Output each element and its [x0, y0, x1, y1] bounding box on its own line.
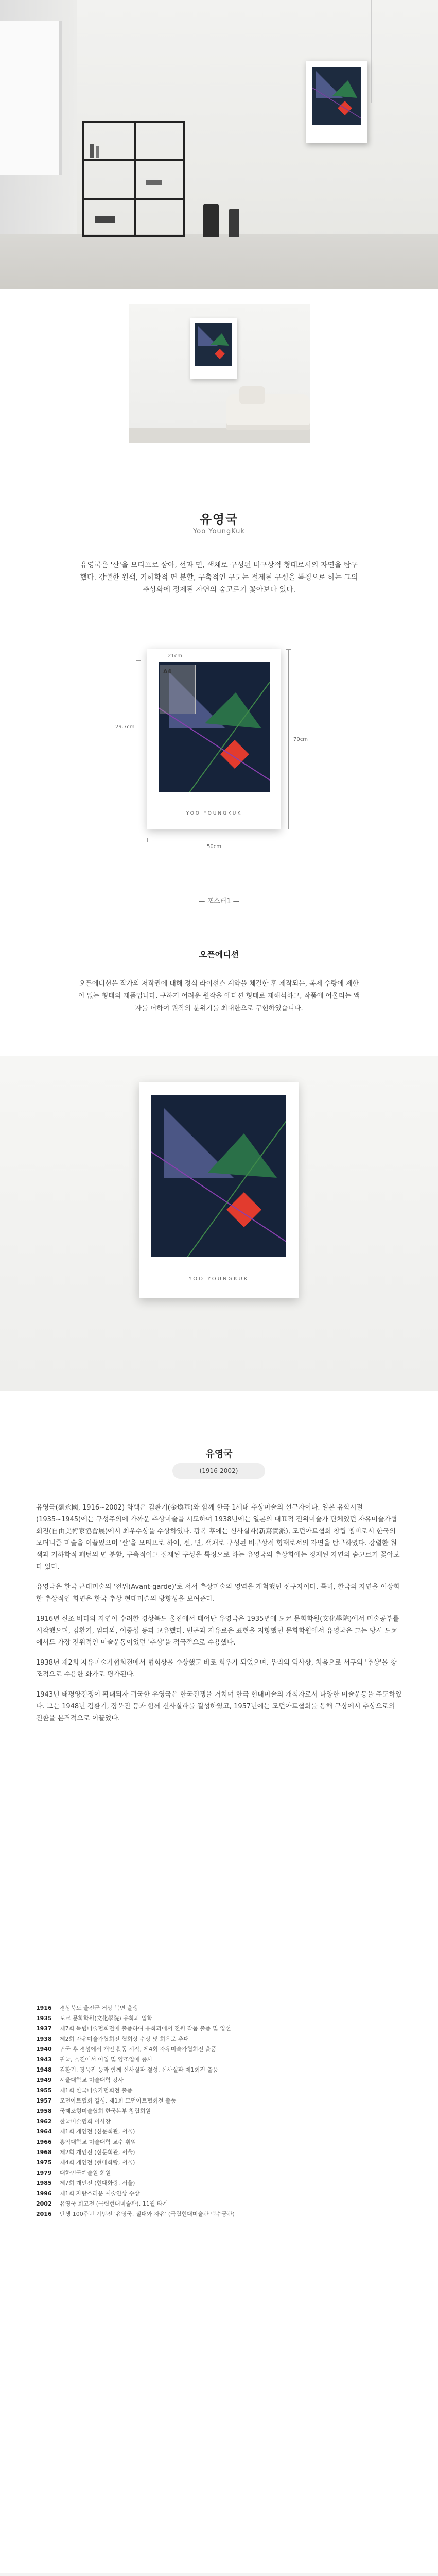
width-a4-label: 21cm	[168, 653, 182, 659]
bio-name: 유영국	[205, 1449, 233, 1460]
chronology-row	[36, 2117, 402, 2126]
chronology-row	[36, 2097, 402, 2105]
chronology-text: 제2회 개인전 (신문회관, 서울)	[60, 2149, 135, 2156]
window	[0, 21, 62, 175]
chronology-year: 1979	[36, 2170, 52, 2176]
chronology-year: 1966	[36, 2139, 52, 2145]
sofa-room-image	[129, 304, 310, 443]
chronology-year: 1937	[36, 2025, 52, 2032]
poster-label: — 포스터1 —	[198, 897, 240, 905]
chronology-text: 모던아트협회 결성, 제1회 모던아트협회전 출품	[60, 2097, 177, 2104]
chronology-text: 김환기, 장욱진 등과 함께 신사실파 결성, 신사실파 제1회전 출품	[60, 2066, 218, 2073]
chronology-year: 1916	[36, 2005, 52, 2011]
chronology-row	[36, 2190, 402, 2198]
width-total-label: 50cm	[207, 844, 221, 850]
lamp	[371, 0, 372, 103]
artwork-caption: YOO YOUNGKUK	[186, 811, 242, 816]
chronology-year: 1949	[36, 2077, 52, 2083]
bio-paragraph: 1938년 제2회 자유미술가협회전에서 협회상을 수상했고 바로 회우가 되었으며, 우리의 역사상, 처음으로 서구의 '추상'을 창조적으로 수용한 화가로 평가된다.	[36, 1659, 397, 1679]
chronology-row	[36, 2128, 402, 2136]
edition-description: 오픈에디션은 작가의 저작권에 대해 정식 라이선스 계약을 체결한 후 제작되는, 복제 수량에 제한이 없는 형태의 제품입니다. 구하기 어려운 원작을 에디션 형태로 재해석하고, 작품에 어울리는 액자를 더하여 원작의 분위기를 최대한으로 구현하였습니다.	[78, 980, 360, 1012]
chronology-text: 제1회 자랑스러운 예술인상 수상	[60, 2190, 140, 2197]
chronology-row	[36, 2014, 402, 2023]
size-spec-diagram	[115, 634, 324, 876]
chronology-year: 1957	[36, 2097, 52, 2104]
artwork-caption: YOO YOUNGKUK	[188, 1276, 249, 1282]
bio-body	[36, 1502, 402, 1733]
bio-paragraph: 유영국(劉永國, 1916~2002) 화백은 김환기(金煥基)와 함께 한국 1세대 추상미술의 선구자이다. 일본 유학시절(1935~1945)에는 구성주의에 가까운 추상미술을 시도하며 1938년에는 일본의 대표적 전위미술가 단체였던 자유미술가협회전(自由美術家協會展)에서 최우수상을 수상하였다. 광복 후에는 신사실파(新寫實派), 모던아트협회 창립 멤버로서 한국의 모더니즘 미술을 이끌었으며 '산'을 모티프로 하여, 선, 면, 색채로 구성된 비구상적 형태로서의 자연을 탐구하였다. 강렬한 원색과 기하학적 패턴의 면 분할, 구축적이고 절제된 구성을 특징으로 하는 유영국의 추상화에는 정제된 자연의 숨고르기 꽃아보다 있다.	[36, 1504, 400, 1571]
chronology-text: 홍익대학교 미술대학 교수 취임	[60, 2139, 136, 2145]
bio-paragraph: 1916년 신조 바다와 자연이 수려한 경상북도 울진에서 태어난 유영국은 1935년에 도쿄 문화학원(文化學院)에서 미술공부를 시작했으며, 김환기, 임파와, 이중섭 등과 교유했다. 빈곤과 자유로운 표현을 지향했던 문화학원에서 유영국은 그는 당시 도쿄에서도 가장 전위적인 미술운동이었던 '추상'을 적극적으로 수용했다.	[36, 1615, 399, 1647]
chronology-row	[36, 2087, 402, 2095]
artist-intro: 유영국은 '산'을 모티프로 삼아, 선과 면, 색채로 구성된 비구상적 형태로서의 자연을 탐구했다. 강렬한 원색, 기하학적 면 분할, 구축적인 구도는 절제된 구성을 특징으로 하는 그의 추상화에 정제된 자연의 숨고르기 꽃아보다 있다.	[80, 561, 358, 594]
chronology-year: 1948	[36, 2066, 52, 2073]
chronology-text: 제7회 독립미술협회전에 출품하여 유화과에서 전원 작품 출품 및 입선	[60, 2025, 231, 2032]
artist-name: 유영국	[199, 512, 239, 527]
chronology-year: 1935	[36, 2015, 52, 2022]
chronology-text: 제1회 개인전 (신문회관, 서울)	[60, 2128, 135, 2135]
chronology-year: 1968	[36, 2149, 52, 2156]
chronology-text: 탄생 100주년 기념전 '유영국, 절대와 자유' (국립현대미술관 덕수궁관)	[60, 2211, 235, 2217]
artwork-abstract	[312, 67, 361, 125]
bio-years-badge: (1916-2002)	[172, 1463, 265, 1479]
chronology-row	[36, 2169, 402, 2177]
chronology-text: 한국미술협회 이사장	[60, 2118, 111, 2125]
chronology-year: 1985	[36, 2180, 52, 2187]
chronology-row	[36, 2004, 402, 2012]
chronology-year: 1955	[36, 2087, 52, 2094]
chronology-year: 1940	[36, 2046, 52, 2053]
chronology-row	[36, 2200, 402, 2208]
chronology-text: 귀국, 울진에서 어업 및 양조업에 종사	[60, 2056, 153, 2063]
chronology-text: 국제조형미술협회 한국본부 창립회원	[60, 2108, 151, 2114]
chronology-year: 1964	[36, 2128, 52, 2135]
chronology-text: 대한민국예술원 회원	[60, 2170, 111, 2176]
framed-artwork	[139, 1082, 299, 1298]
hero-room-image	[0, 0, 438, 289]
artist-name-english: Yoo YoungKuk	[193, 528, 245, 535]
chronology-text: 제7회 개인전 (현대화랑, 서울)	[60, 2180, 135, 2187]
chronology-text: 제2회 자유미술가협회전 협회상 수상 및 회우로 추대	[60, 2036, 189, 2042]
bio-paragraph: 유영국은 한국 근대미술의 '전위(Avant-garde)'로 서서 추상미술의 영역을 개척했던 선구자이다. 특히, 한국의 자연을 이상화한 추상적인 화면은 한국 추상 현대미술의 방향성을 보여준다.	[36, 1583, 400, 1603]
chronology-row	[36, 2179, 402, 2188]
chronology-year: 1975	[36, 2159, 52, 2166]
artwork-abstract	[151, 1095, 286, 1257]
chronology-row	[36, 2066, 402, 2074]
chronology-row	[36, 2210, 402, 2218]
chronology-text: 제1회 한국미술가협회전 출품	[60, 2087, 133, 2094]
chronology-year: 1962	[36, 2118, 52, 2125]
chronology-text: 도쿄 문화학원(文化學院) 유화과 입학	[60, 2015, 152, 2022]
edition-title: 오픈에디션	[199, 950, 239, 959]
floor	[0, 234, 438, 289]
chronology-year: 1958	[36, 2108, 52, 2114]
framed-artwork	[190, 318, 237, 379]
chronology-text: 서울대학교 미술대학 강사	[60, 2077, 124, 2083]
chronology-row	[36, 2025, 402, 2033]
height-total-label: 70cm	[293, 737, 308, 742]
chronology-year: 2016	[36, 2211, 52, 2217]
chronology-row	[36, 2159, 402, 2167]
framed-artwork-display	[0, 1056, 438, 1391]
stool	[229, 209, 239, 237]
chronology-row	[36, 2076, 402, 2084]
a4-label: A4	[163, 668, 172, 675]
chronology-row	[36, 2148, 402, 2157]
chronology-text: 유영국 회고전 (국립현대미술관), 11월 타계	[60, 2200, 168, 2207]
rental-process-section	[0, 2573, 438, 2576]
chronology-row	[36, 2056, 402, 2064]
stool	[203, 204, 219, 237]
framed-artwork	[306, 61, 367, 143]
chronology-text: 귀국 후 경성에서 개인 활동 시작, 제4회 자유미술가협회전 출품	[60, 2046, 217, 2053]
chronology-text: 경상북도 울진군 거상 북면 출생	[60, 2005, 138, 2011]
chronology-year: 1938	[36, 2036, 52, 2042]
chronology-row	[36, 2035, 402, 2043]
chronology-year: 2002	[36, 2200, 52, 2207]
chronology-row	[36, 2107, 402, 2115]
chronology-year: 1943	[36, 2056, 52, 2063]
chronology-list	[36, 2004, 402, 2509]
bio-paragraph: 1943년 태평양전쟁이 확대되자 귀국한 유영국은 한국전쟁을 거치며 한국 현대미술의 개척자로서 다양한 미술운동을 주도하였다. 그는 1948년 김환기, 장욱진 등과 함께 신사실파를 결성하였고, 1957년에는 모던아트협회를 통해 구상에서 추상으로의 전환을 본격적으로 이끌었다.	[36, 1691, 402, 1722]
chronology-row	[36, 2045, 402, 2054]
a4-size-overlay	[160, 665, 196, 714]
chronology-row	[36, 2138, 402, 2146]
height-a4-label: 29.7cm	[115, 724, 135, 730]
chronology-year: 1996	[36, 2190, 52, 2197]
chronology-text: 제4회 개인전 (현대화랑, 서울)	[60, 2159, 135, 2166]
dimension-line	[288, 649, 289, 829]
bookshelf	[82, 121, 185, 237]
